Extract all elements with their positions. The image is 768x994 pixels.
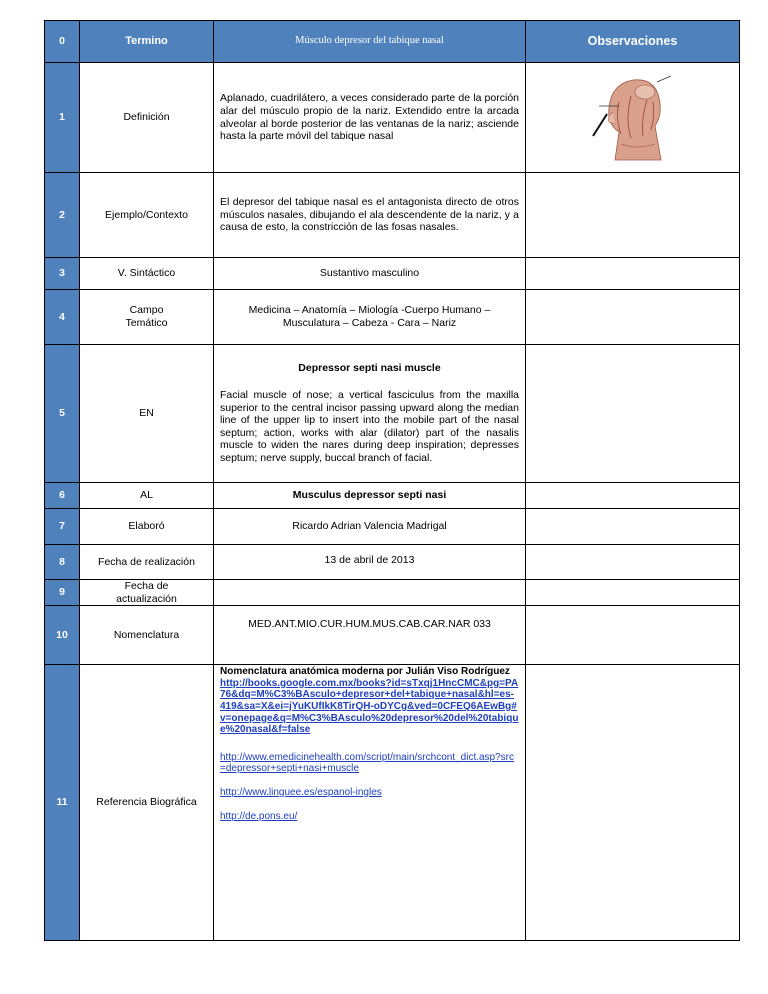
row-number: 7	[45, 509, 80, 545]
observation-cell	[526, 509, 740, 545]
row-label: Ejemplo/Contexto	[80, 173, 214, 258]
row-value: El depresor del tabique nasal es el antagonista directo de otros músculos nasales, dibujando el ala descendente de la nariz, y a causa de esto, la constricción de las fosas nasales.	[214, 173, 526, 258]
observation-cell	[526, 665, 740, 941]
row-german	[45, 483, 740, 509]
row-value: MED.ANT.MIO.CUR.HUM.MUS.CAB.CAR.NAR 033	[214, 606, 526, 665]
observation-cell	[526, 290, 740, 345]
observation-cell	[526, 545, 740, 580]
row-value	[214, 580, 526, 606]
english-definition: Facial muscle of nose; a vertical fasciculus from the maxilla superior to the central incisor passing upward along the median line of the upper lip to insert into the mobile part of the nasal septum; action, works with alar (dilator) part of the nasalis muscle to widen the nares during deep inspiration; depresses septum; nerve supply, buccal branch of facial.	[220, 389, 519, 464]
row-created	[45, 545, 740, 580]
row-label: Campo Temático	[80, 290, 214, 345]
row-definition	[45, 63, 740, 173]
glossary-table	[44, 20, 740, 941]
observation-cell	[526, 580, 740, 606]
row-author	[45, 509, 740, 545]
row-number: 3	[45, 258, 80, 290]
row-label: Fecha de realización	[80, 545, 214, 580]
reference-link[interactable]: http://www.emedicinehealth.com/script/main/srchcont_dict.asp?src=depressor+septi+nasi+muscle	[220, 751, 515, 775]
row-number: 2	[45, 173, 80, 258]
observation-cell	[526, 63, 740, 173]
row-nomenclature	[45, 606, 740, 665]
reference-link[interactable]: http://de.pons.eu/	[220, 810, 298, 822]
row-label: EN	[80, 345, 214, 483]
row-updated	[45, 580, 740, 606]
row-field	[45, 290, 740, 345]
observation-cell	[526, 606, 740, 665]
reference-link[interactable]: http://www.linguee.es/espanol-ingles	[220, 786, 382, 798]
observation-cell	[526, 345, 740, 483]
row-english	[45, 345, 740, 483]
term-header: Termino	[80, 21, 214, 63]
row-label: V. Sintáctico	[80, 258, 214, 290]
observation-cell	[526, 173, 740, 258]
row-label: AL	[80, 483, 214, 509]
reference-title: Nomenclatura anatómica moderna por Julián Viso Rodríguez	[220, 666, 510, 678]
anatomy-illustration	[585, 72, 681, 164]
term-title: Músculo depresor del tabique nasal	[214, 21, 526, 63]
row-value	[214, 345, 526, 483]
observation-cell	[526, 258, 740, 290]
row-number: 10	[45, 606, 80, 665]
row-references	[45, 665, 740, 941]
row-value: Aplanado, cuadrilátero, a veces considerado parte de la porción alar del músculo propio de la nariz. Extendido entre la arcada alveolar al borde posterior de las ventanas de la nariz; asciende hasta la parte móvil del tabique nasal	[214, 63, 526, 173]
row-value: Sustantivo masculino	[214, 258, 526, 290]
english-heading: Depressor septi nasi muscle	[298, 362, 441, 375]
row-value: 13 de abril de 2013	[214, 545, 526, 580]
observation-cell	[526, 483, 740, 509]
row-number: 5	[45, 345, 80, 483]
row-label: Elaboró	[80, 509, 214, 545]
observations-header: Observaciones	[526, 21, 740, 63]
row-label: Nomenclatura	[80, 606, 214, 665]
row-value: Medicina – Anatomía – Miología -Cuerpo Humano – Musculatura – Cabeza - Cara – Nariz	[214, 290, 526, 345]
row-label: Referencia Biográfica	[80, 665, 214, 941]
row-label: Fecha de actualización	[80, 580, 214, 606]
row-value	[214, 665, 526, 941]
row-number: 6	[45, 483, 80, 509]
row-value: Musculus depressor septi nasi	[214, 483, 526, 509]
row-number: 8	[45, 545, 80, 580]
header-row	[45, 21, 740, 63]
row-number: 4	[45, 290, 80, 345]
row-number: 0	[45, 21, 80, 63]
row-syntactic	[45, 258, 740, 290]
reference-link[interactable]: http://books.google.com.mx/books?id=sTxqj1HncCMC&pg=PA76&dq=M%C3%BAsculo+depresor+del+tabique+nasal&hl=es-419&sa=X&ei=jYuKUfIkK8TirQH-oDYCg&ved=0CFEQ6AEwBg#v=onepage&q=M%C3%BAsculo%20depresor%20del%20tabique%20nasal&f=false	[220, 677, 519, 736]
row-number: 1	[45, 63, 80, 173]
row-number: 11	[45, 665, 80, 941]
row-example	[45, 173, 740, 258]
row-value: Ricardo Adrian Valencia Madrigal	[214, 509, 526, 545]
row-number: 9	[45, 580, 80, 606]
row-label: Definición	[80, 63, 214, 173]
